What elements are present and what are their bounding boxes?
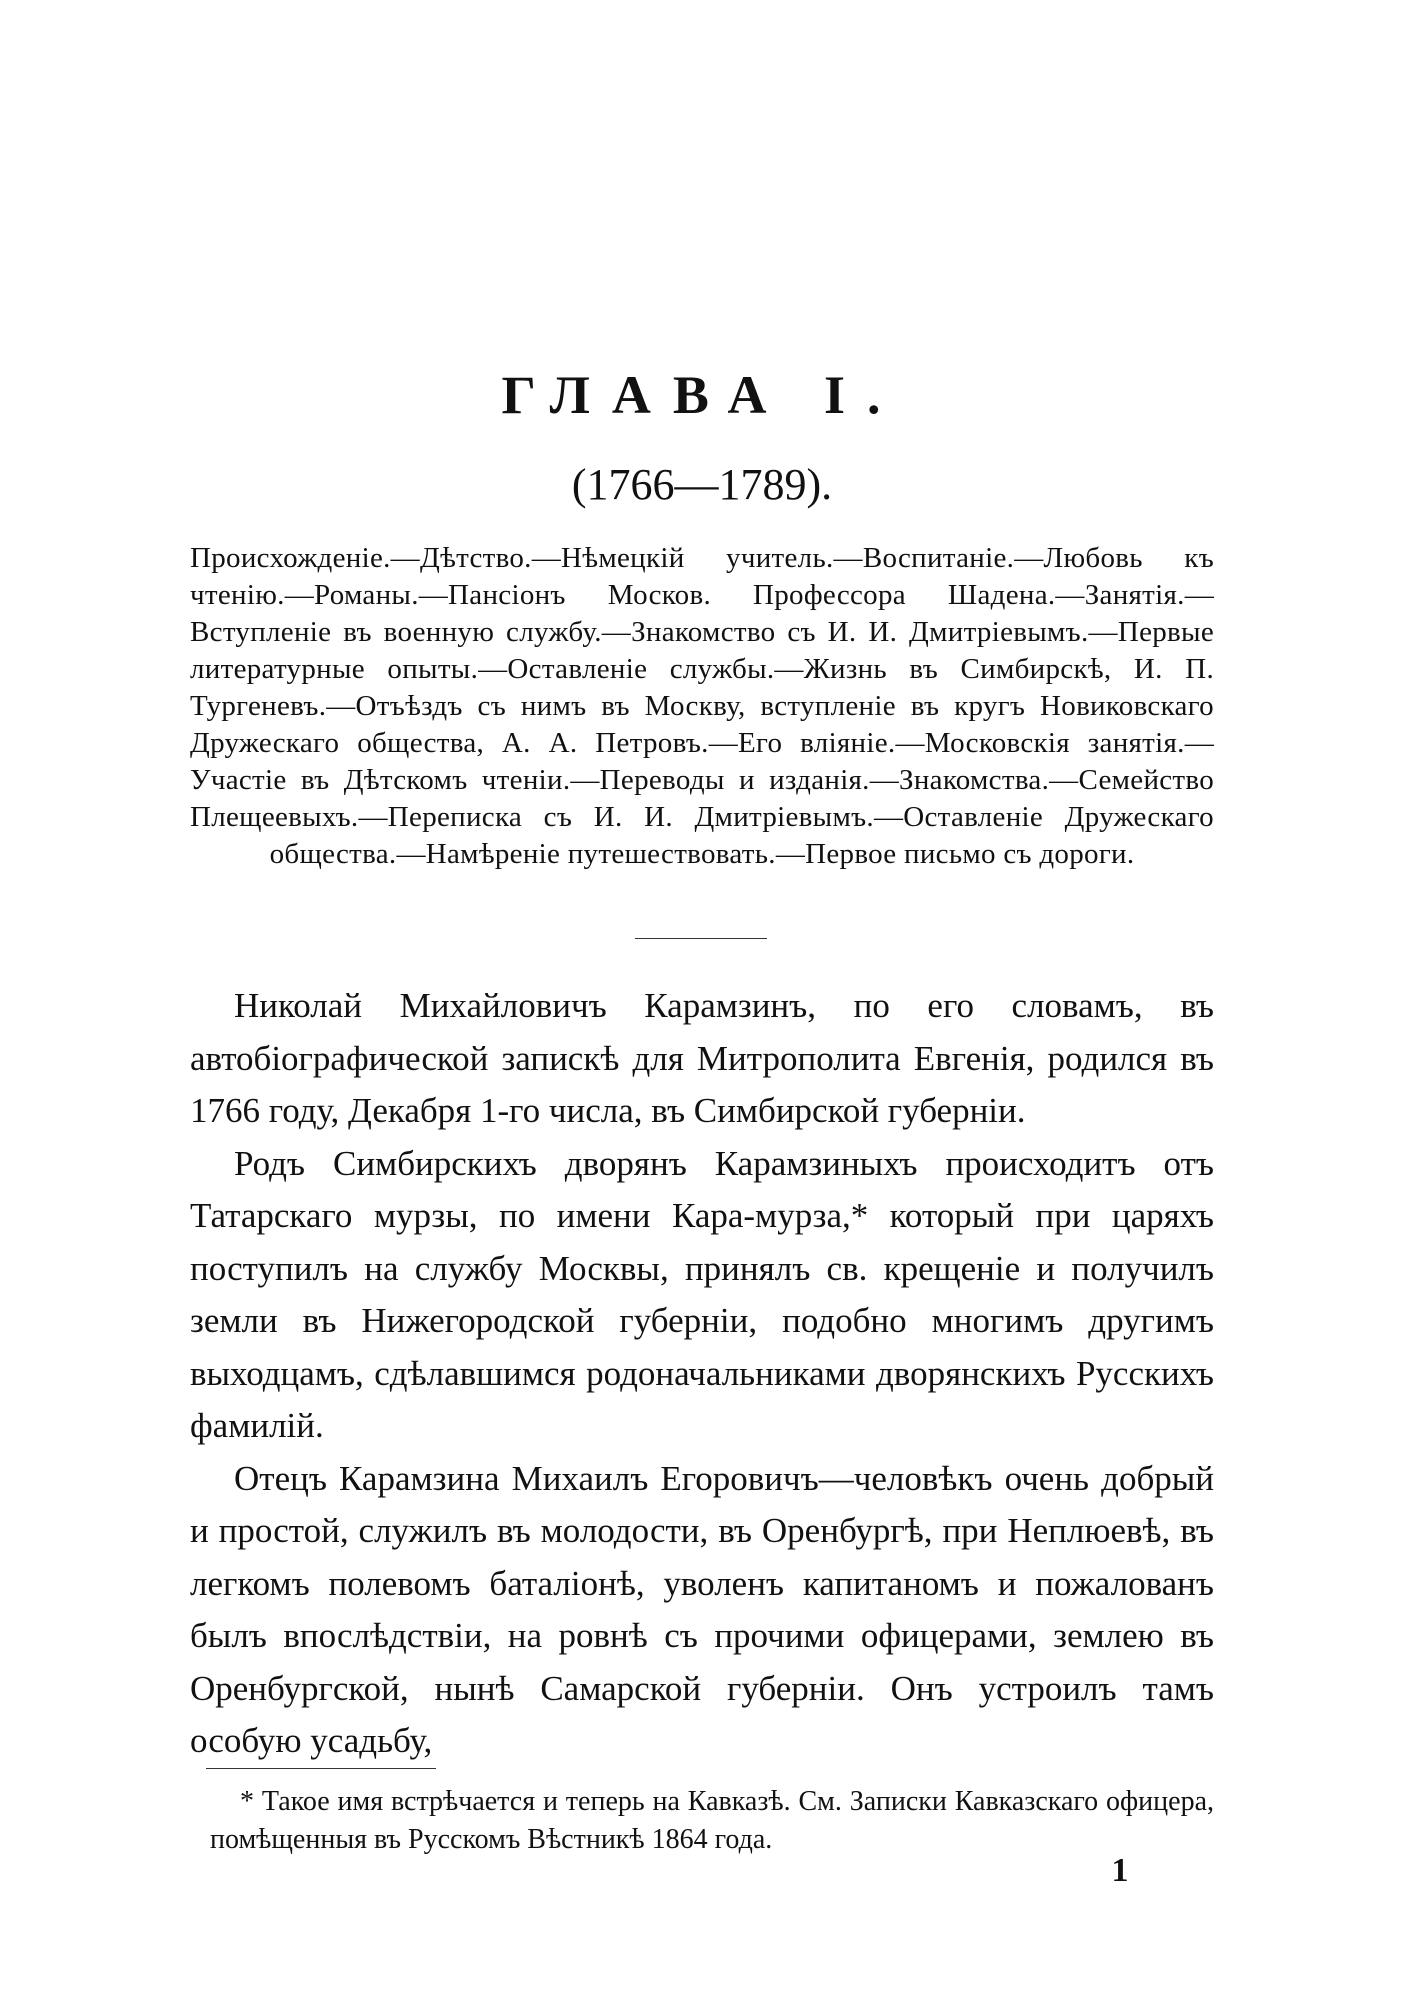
chapter-summary: Происхожденіе.—Дѣтство.—Нѣмецкій учитель.—Воспитаніе.—Любовь къ чтенію.—Романы.—Пансіонъ Москов. Профессора Шадена.—Занятія.—Вступленіе въ военную службу.—Знакомство съ И. И. Дмитріевымъ.—Первые литературные опыты.—Оставленіе службы.—Жизнь въ Симбирскѣ, И. П. Тургеневъ.—Отъѣздъ съ нимъ въ Москву, вступленіе въ кругъ Новиковскаго Дружескаго общества, А. А. Петровъ.—Его вліяніе.—Московскія занятія.—Участіе въ Дѣтскомъ чтеніи.—Переводы и изданія.—Знакомства.—Семейство Плещеевыхъ.—Переписка съ И. И. Дмитріевымъ.—Оставленіе Дружескаго общества.—Намѣреніе путешествовать.—Первое письмо съ дороги.: [190, 542, 1214, 870]
footnote-divider: [206, 1768, 436, 1769]
footnote: * Такое имя встрѣчается и теперь на Кавказѣ. См. Записки Кавказскаго офицера, помѣщенныя въ Русскомъ Вѣстникѣ 1864 года.: [210, 1786, 1214, 1855]
section-divider: [635, 938, 767, 939]
page-number: 1: [1111, 1852, 1129, 1889]
body-text: [190, 980, 1214, 1768]
paragraph: Николай Михайловичъ Карамзинъ, по его словамъ, въ автобіографической запискѣ для Митрополита Евгенія, родился въ 1766 году, Декабря 1-го числа, въ Симбирской губерніи.: [190, 986, 1214, 1130]
chapter-years: (1766—1789).: [571, 460, 833, 509]
paragraph: Отецъ Карамзина Михаилъ Егоровичъ—человѣкъ очень добрый и простой, служилъ въ молодости, въ Оренбургѣ, при Неплюевѣ, въ легкомъ полевомъ баталіонѣ, уволенъ капитаномъ и пожалованъ былъ впослѣдствіи, на ровнѣ съ прочими офицерами, землею въ Оренбургской, нынѣ Самарской губерніи. Онъ устроилъ тамъ особую усадьбу,: [190, 1458, 1214, 1760]
paragraph: Родъ Симбирскихъ дворянъ Карамзиныхъ происходитъ отъ Татарскаго мурзы, по имени Кара-мурза,* который при царяхъ поступилъ на службу Москвы, принялъ св. крещеніе и получилъ земли въ Нижегородской губерніи, подобно многимъ другимъ выходцамъ, сдѣлавшимся родоначальниками дворянскихъ Русскихъ фамилій.: [190, 1143, 1214, 1445]
chapter-title: ГЛАВА I.: [501, 365, 903, 425]
